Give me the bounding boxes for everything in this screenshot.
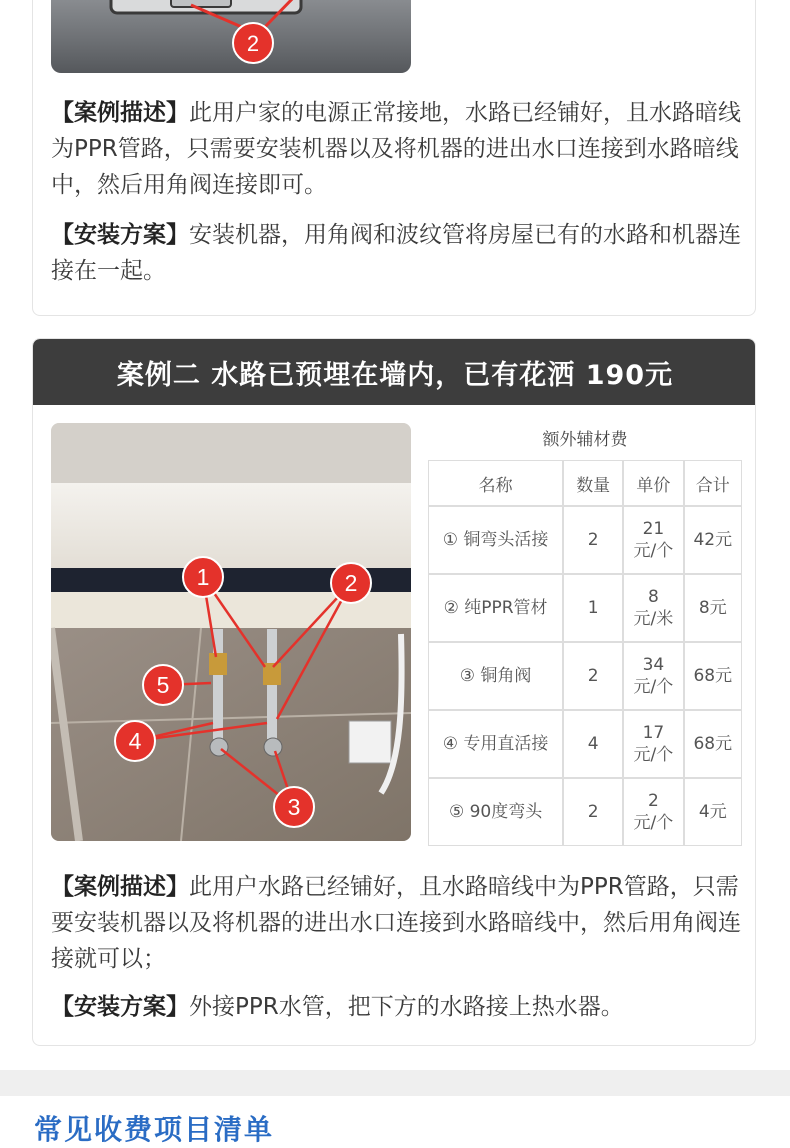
price-num: 2: [647, 791, 659, 811]
table-row: [429, 711, 741, 777]
price-num: 21: [642, 519, 665, 539]
cell-total: 68元: [685, 643, 741, 709]
case2-title: 案例二 水路已预埋在墙内，已有花洒 190元: [33, 339, 756, 405]
next-section-title: 常见收费项目清单: [34, 1113, 275, 1146]
cell-name: ① 铜弯头活接: [429, 507, 562, 573]
cell-total: 42元: [685, 507, 741, 573]
case1-description: [51, 95, 747, 203]
header-total: 合计: [685, 461, 741, 505]
cell-qty: 2: [564, 779, 622, 845]
cell-qty: 1: [564, 575, 622, 641]
price-num: 8: [647, 587, 659, 607]
case2-card: [32, 338, 756, 1046]
table-row: [429, 643, 741, 709]
cell-price: [624, 779, 682, 845]
cell-qty: 2: [564, 643, 622, 709]
case1-card: [32, 0, 756, 316]
case2-plan-text: 外接PPR水管，把下方的水路接上热水器。: [189, 994, 624, 1020]
case2-photo: [51, 423, 411, 841]
table-row: [429, 575, 741, 641]
case1-plan: [51, 217, 747, 289]
cell-qty: 2: [564, 507, 622, 573]
marker-5-label: 5: [156, 672, 170, 698]
fee-table-title: 额外辅材费: [542, 430, 628, 450]
cell-total: 4元: [685, 779, 741, 845]
case1-photo-graphic: [51, 0, 411, 73]
fee-table-header-row: [429, 461, 741, 505]
table-row: [429, 779, 741, 845]
case2-description-text: 此用户水路已经铺好，且水路暗线中为PPR管路，只需要安装机器以及将机器的进出水口连接到水路暗线中，然后用角阀连接就可以；: [51, 874, 741, 972]
case1-plan-text: 安装机器，用角阀和波纹管将房屋已有的水路和机器连接在一起。: [51, 222, 741, 284]
cell-name: ⑤ 90度弯头: [429, 779, 562, 845]
header-price: 单价: [624, 461, 682, 505]
marker-4-label: 4: [128, 728, 142, 754]
case2-plan-label: 【安装方案】: [51, 994, 189, 1020]
price-unit: 元/个: [633, 813, 674, 833]
case2-plan: [51, 989, 747, 1025]
header-name: 名称: [429, 461, 562, 505]
header-qty: 数量: [564, 461, 622, 505]
cell-price: [624, 575, 682, 641]
cell-total: 68元: [685, 711, 741, 777]
cell-name: ② 纯PPR管材: [429, 575, 562, 641]
case2-photo-graphic: [51, 423, 411, 841]
cell-price: [624, 507, 682, 573]
cell-total: 8元: [685, 575, 741, 641]
marker-1-label: 1: [196, 564, 210, 590]
cell-price: [624, 711, 682, 777]
cell-qty: 4: [564, 711, 622, 777]
price-unit: 元/米: [633, 609, 674, 629]
cell-name: ④ 专用直活接: [429, 711, 562, 777]
price-num: 17: [642, 723, 665, 743]
case1-plan-label: 【安装方案】: [51, 222, 189, 248]
case1-description-label: 【案例描述】: [51, 100, 189, 126]
section-divider: [0, 1070, 790, 1096]
marker-label: 2: [246, 31, 260, 56]
case1-photo: [51, 0, 411, 73]
cell-name: ③ 铜角阀: [429, 643, 562, 709]
price-unit: 元/个: [633, 677, 674, 697]
table-row: [429, 507, 741, 573]
price-unit: 元/个: [633, 541, 674, 561]
marker-3-label: 3: [287, 794, 301, 820]
price-unit: 元/个: [633, 745, 674, 765]
price-num: 34: [642, 655, 665, 675]
case2-description-label: 【案例描述】: [51, 874, 189, 900]
fee-table: [427, 459, 743, 847]
cell-price: [624, 643, 682, 709]
case2-description: [51, 869, 747, 977]
case1-description-text: 此用户家的电源正常接地，水路已经铺好，且水路暗线为PPR管路，只需要安装机器以及将机器的进出水口连接到水路暗线中，然后用角阀连接即可。: [51, 100, 741, 198]
marker-2-label: 2: [344, 570, 358, 596]
